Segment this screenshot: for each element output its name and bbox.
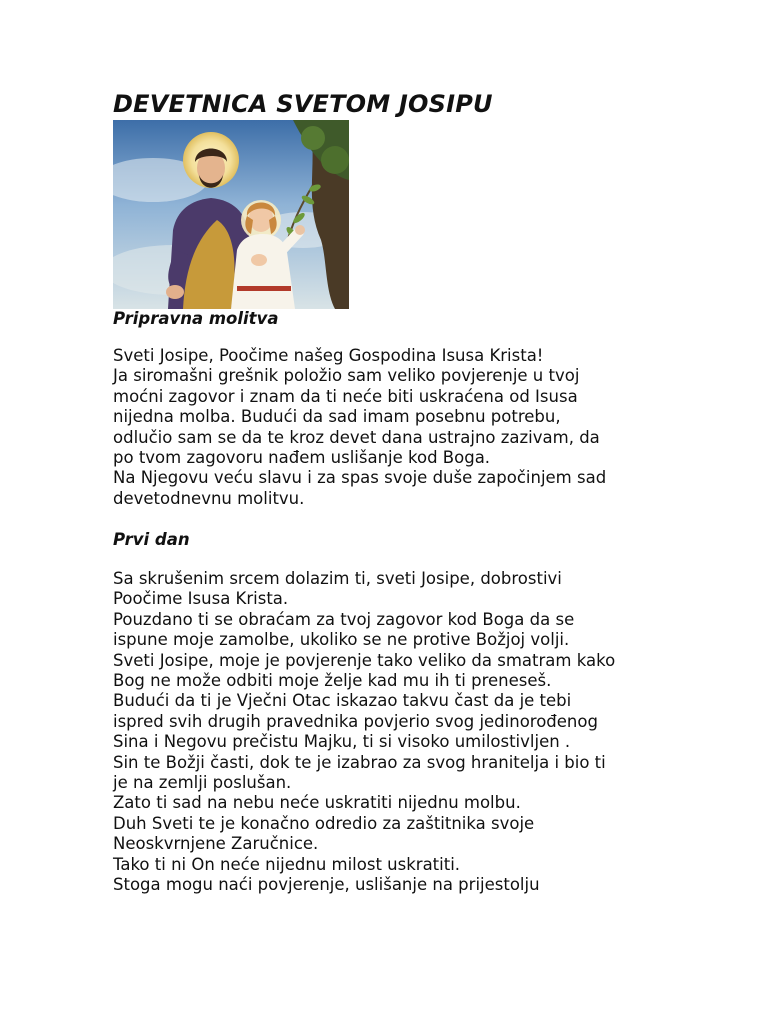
document-title: DEVETNICA SVETOM JOSIPU [113, 90, 493, 118]
text-line: Ja siromašni grešnik položio sam veliko povjerenje u tvoj [113, 366, 580, 386]
text-line: Sina i Negovu prečistu Majku, ti si visoko umilostivljen . [113, 732, 571, 752]
text-line: Tako ti ni On neće nijednu milost uskratiti. [113, 854, 461, 874]
text-line: Na Njegovu veću slavu i za spas svoje duše započinjem sad [113, 468, 607, 488]
text-line: ispred svih drugih pravednika povjerio svog jedinorođenog [113, 711, 598, 731]
text-line: Bog ne može odbiti moje želje kad mu ih ti preneseš. [113, 671, 552, 691]
paragraph-prvi-dan [113, 569, 615, 896]
text-line: Sa skrušenim srcem dolazim ti, sveti Josipe, dobrostivi [113, 569, 562, 588]
text-line: Zato ti sad na nebu neće uskratiti nijednu molbu. [113, 793, 521, 813]
section-heading: Pripravna molitva [113, 309, 279, 328]
text-line: odlučio sam se da te kroz devet dana ustrajno zazivam, da [113, 427, 600, 447]
text-line: nijedna molba. Budući da sad imam posebnu potrebu, [113, 407, 561, 427]
text-line: Duh Sveti te je konačno odredio za zaštitnika svoje [113, 813, 535, 833]
text-line: Sin te Božji časti, dok te je izabrao za svog hranitelja i bio ti [113, 752, 606, 772]
text-line: je na zemlji poslušan. [113, 773, 292, 793]
text-line: Pouzdano ti se obraćam za tvoj zagovor kod Boga da se [113, 609, 575, 629]
text-line: moćni zagovor i znam da ti neće biti uskraćena od Isusa [113, 386, 578, 406]
text-line: devetodnevnu molitvu. [113, 488, 305, 508]
text-line: ispune moje zamolbe, ukoliko se ne protive Božjoj volji. [113, 630, 570, 650]
section-heading: Prvi dan [113, 530, 190, 549]
saint-joseph-painting [113, 120, 349, 309]
text-line: Stoga mogu naći povjerenje, uslišanje na prijestolju [113, 875, 540, 895]
text-line: Neoskvrnjene Zaručnice. [113, 834, 319, 854]
text-line: po tvom zagovoru nađem uslišanje kod Boga. [113, 448, 491, 468]
text-line: Sveti Josipe, moje je povjerenje tako veliko da smatram kako [113, 650, 616, 670]
text-line: Poočime Isusa Krista. [113, 589, 289, 609]
text-line: Sveti Josipe, Poočime našeg Gospodina Isusa Krista! [113, 346, 544, 365]
paragraph-pripravna-molitva [113, 346, 606, 509]
text-line: Budući da ti je Vječni Otac iskazao takvu čast da je tebi [113, 691, 572, 711]
